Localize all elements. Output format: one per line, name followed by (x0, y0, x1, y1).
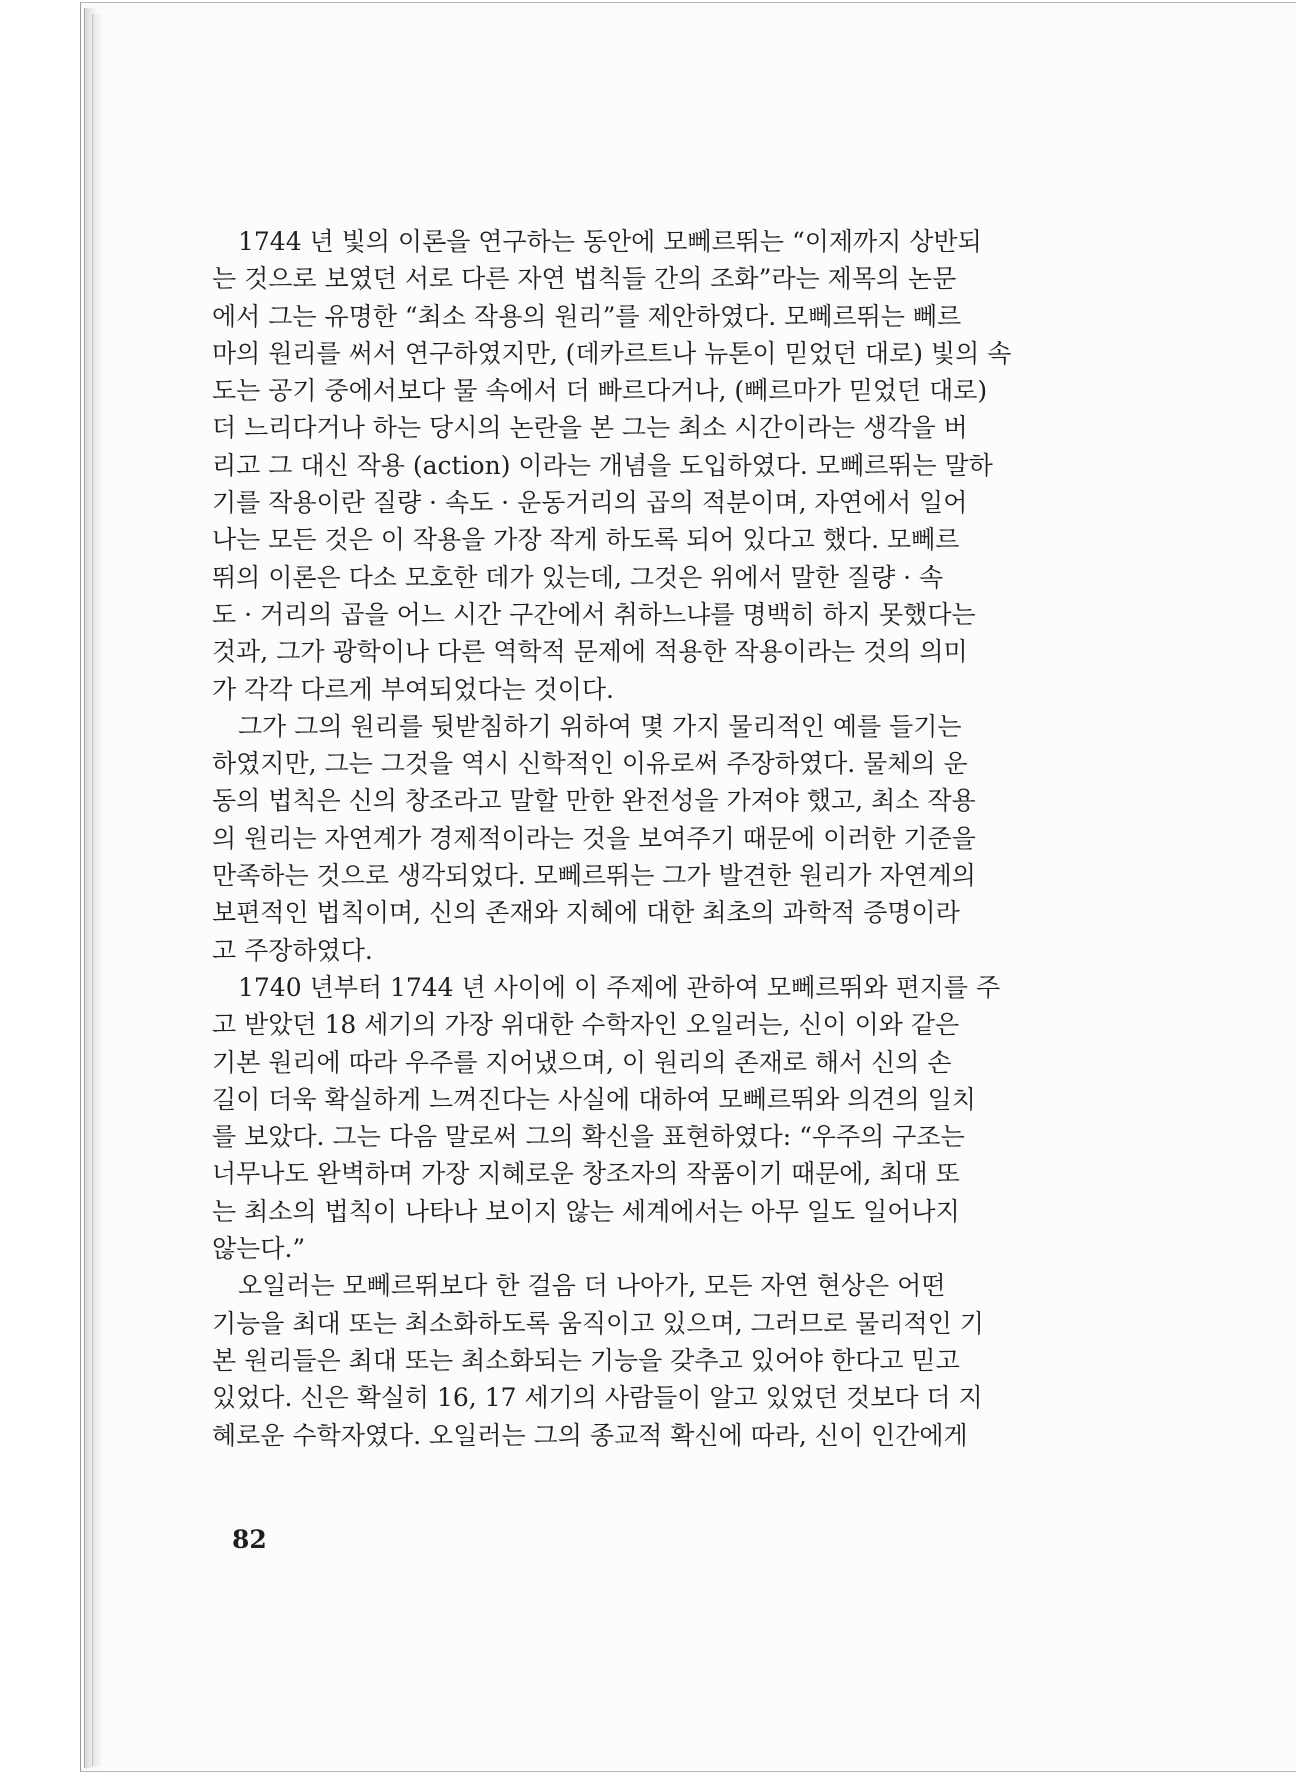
paragraph (212, 1267, 1162, 1453)
text-line: 를 보았다. 그는 다음 말로써 그의 확신을 표현하였다: “우주의 구조는 (212, 1122, 965, 1152)
text-line: 도 · 거리의 곱을 어느 시간 구간에서 취하느냐를 명백히 하지 못했다는 (212, 599, 976, 629)
text-line: 뛰의 이론은 다소 모호한 데가 있는데, 그것은 위에서 말한 질량 · 속 (212, 562, 944, 592)
text-line: 만족하는 것으로 생각되었다. 모뻬르뛰는 그가 발견한 원리가 자연계의 (212, 861, 976, 891)
text-line: 는 최소의 법칙이 나타나 보이지 않는 세계에서는 아무 일도 일어나지 (212, 1196, 960, 1226)
text-line: 보편적인 법칙이며, 신의 존재와 지혜에 대한 최초의 과학적 증명이라 (212, 898, 960, 928)
text-line: 에서 그는 유명한 “최소 작용의 원리”를 제안하였다. 모뻬르뛰는 뻬르 (212, 301, 962, 331)
paragraph (212, 969, 1162, 1267)
paragraph (212, 708, 1162, 969)
text-line: 1740 년부터 1744 년 사이에 이 주제에 관하여 모뻬르뛰와 편지를 주 (238, 972, 1001, 1002)
text-line: 오일러는 모뻬르뛰보다 한 걸음 더 나아가, 모든 자연 현상은 어떤 (238, 1271, 946, 1301)
text-line: 기능을 최대 또는 최소화하도록 움직이고 있으며, 그러므로 물리적인 기 (212, 1308, 984, 1338)
text-line: 는 것으로 보였던 서로 다른 자연 법칙들 간의 조화”라는 제목의 논문 (212, 264, 957, 294)
page-number: 82 (232, 1525, 267, 1554)
text-line: 기본 원리에 따라 우주를 지어냈으며, 이 원리의 존재로 해서 신의 손 (212, 1047, 952, 1077)
text-line: 1744 년 빛의 이론을 연구하는 동안에 모뻬르뛰는 “이제까지 상반되 (238, 227, 982, 256)
text-line: 혜로운 수학자였다. 오일러는 그의 종교적 확신에 따라, 신이 인간에게 (212, 1420, 968, 1450)
text-line: 동의 법칙은 신의 창조라고 말할 만한 완전성을 가져야 했고, 최소 작용 (212, 786, 976, 816)
text-line: 너무나도 완벽하며 가장 지혜로운 창조자의 작품이기 때문에, 최대 또 (212, 1159, 960, 1189)
text-line: 않는다.” (212, 1234, 306, 1264)
text-line: 의 원리는 자연계가 경제적이라는 것을 보여주기 때문에 이러한 기준을 (212, 823, 976, 853)
text-line: 있었다. 신은 확실히 16, 17 세기의 사람들이 알고 있었던 것보다 더 지 (212, 1383, 983, 1413)
text-line: 고 주장하였다. (212, 935, 373, 965)
text-line: 본 원리들은 최대 또는 최소화되는 기능을 갖추고 있어야 한다고 믿고 (212, 1345, 960, 1375)
text-line: 가 각각 다르게 부여되었다는 것이다. (212, 674, 614, 704)
text-line: 그가 그의 원리를 뒷받침하기 위하여 몇 가지 물리적인 예를 들기는 (238, 711, 962, 741)
text-line: 더 느리다거나 하는 당시의 논란을 본 그는 최소 시간이라는 생각을 버 (212, 413, 968, 443)
text-line: 기를 작용이란 질량 · 속도 · 운동거리의 곱의 적분이며, 자연에서 일어 (212, 488, 968, 518)
text-line: 마의 원리를 써서 연구하였지만, (데카르트나 뉴톤이 믿었던 대로) 빛의 속 (212, 338, 1012, 368)
text-line: 나는 모든 것은 이 작용을 가장 작게 하도록 되어 있다고 했다. 모뻬르 (212, 525, 960, 555)
paragraph (212, 223, 1162, 708)
text-line: 고 받았던 18 세기의 가장 위대한 수학자인 오일러는, 신이 이와 같은 (212, 1010, 960, 1040)
text-line: 도는 공기 중에서보다 물 속에서 더 빠르다거나, (뻬르마가 믿었던 대로) (212, 376, 988, 406)
body-text (212, 223, 1162, 1454)
text-line: 길이 더욱 확실하게 느껴진다는 사실에 대하여 모뻬르뛰와 의견의 일치 (212, 1084, 976, 1114)
text-line: 하였지만, 그는 그것을 역시 신학적인 이유로써 주장하였다. 물체의 운 (212, 749, 968, 779)
text-line: 것과, 그가 광학이나 다른 역학적 문제에 적용한 작용이라는 것의 의미 (212, 637, 968, 667)
text-line: 리고 그 대신 작용 (action) 이라는 개념을 도입하였다. 모뻬르뛰는 말하 (212, 450, 993, 480)
